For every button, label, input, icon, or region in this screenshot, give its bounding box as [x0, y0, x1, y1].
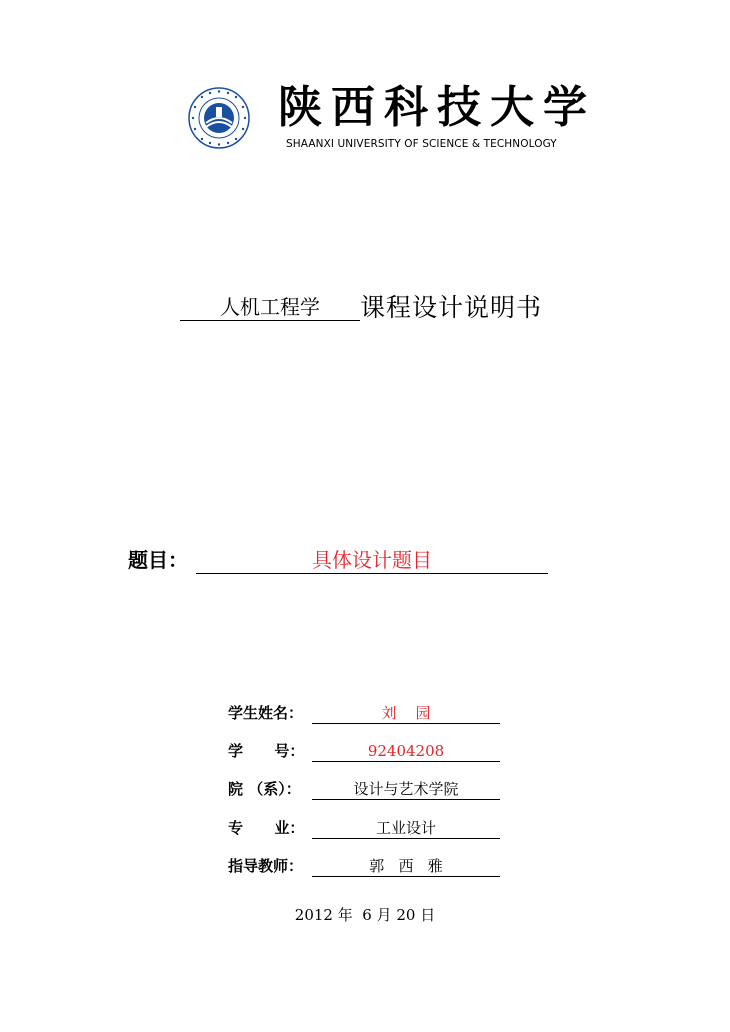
advisor-value: 郭 西 雅 [312, 856, 500, 877]
document-title [180, 294, 542, 324]
course-name: 人机工程学 [180, 294, 360, 321]
topic-label: 题目： [128, 548, 188, 572]
student-name-label: 学生姓名： [228, 704, 304, 722]
student-id-label: 学 号： [228, 742, 305, 760]
student-id-value: 92404208 [312, 741, 500, 762]
university-name-en: SHAANXI UNIVERSITY OF SCIENCE & TECHNOLOGY [286, 138, 557, 150]
advisor-label: 指导教师： [228, 857, 304, 875]
department-label: 院 （系）： [228, 780, 301, 798]
title-suffix: 课程设计说明书 [360, 293, 543, 322]
department-value: 设计与艺术学院 [312, 779, 500, 800]
university-name-cn: 陕西科技大学 [278, 82, 596, 133]
document-date: 2012 年 6 月 20 日 [294, 906, 436, 924]
major-label: 专 业： [228, 819, 305, 837]
student-name-value: 刘 园 [312, 703, 500, 724]
major-value: 工业设计 [312, 818, 500, 839]
topic-value: 具体设计题目 [196, 547, 548, 574]
university-seal-logo [188, 87, 250, 149]
